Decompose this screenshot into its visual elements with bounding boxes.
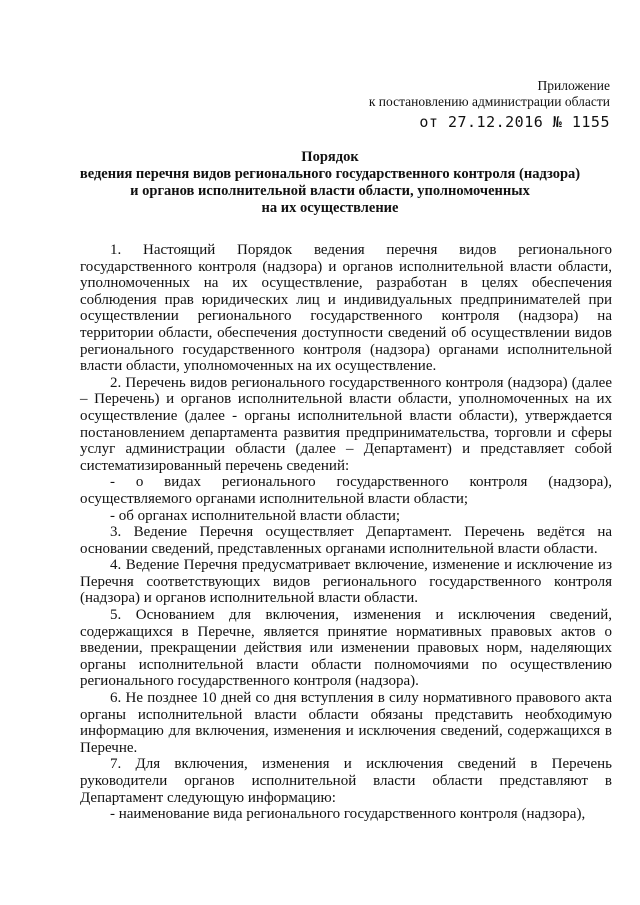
title-line-3: и органов исполнительной власти области, уполномоченных <box>130 183 530 199</box>
appendix-label: Приложение <box>537 78 610 93</box>
appendix-reference: к постановлению администрации области <box>368 94 610 109</box>
resolution-date-number: от 27.12.2016 № 1155 <box>419 113 610 131</box>
document-title <box>60 149 600 217</box>
paragraph-7-item-1: - наименование вида регионального государственного контроля (надзора), <box>110 806 586 823</box>
paragraph-4: 4. Ведение Перечня предусматривает включение, изменение и исключение из Перечня соответствующих видов регионального государственного контроля (надзора) и органов исполнительной власти области. <box>80 557 612 607</box>
paragraph-6: 6. Не позднее 10 дней со дня вступления в силу нормативного правового акта органы исполнительной власти области обязаны представить необходимую информацию для включения, изменения и исключения сведений, содержащихся в Перечне. <box>80 690 612 756</box>
paragraph-2: 2. Перечень видов регионального государственного контроля (надзора) (далее – Перечень) и органов исполнительной власти области, уполномоченных на их осуществление (далее - органы исполнительной власти области), утверждается постановлением департамента развития предпринимательства, торговли и сферы услуг администрации области (далее – Департамент) и представляет собой систематизированный перечень сведений: <box>80 374 612 474</box>
document-body <box>80 242 612 823</box>
paragraph-3: 3. Ведение Перечня осуществляет Департамент. Перечень ведётся на основании сведений, представленных органами исполнительной власти области. <box>80 524 612 557</box>
title-line-2: ведения перечня видов регионального государственного контроля (надзора) <box>79 166 581 182</box>
appendix-block <box>369 78 610 130</box>
paragraph-1: 1. Настоящий Порядок ведения перечня видов регионального государственного контроля (надзора) и органов исполнительной власти области, уполномоченных на их осуществление, разработан в целях обеспечения соблюдения прав юридических лиц и индивидуальных предпринимателей при осуществлении регионального государственного контроля (надзора) на территории области, обеспечения доступности сведений об осуществлении видов регионального государственного контроля (надзора) органами исполнительной власти области, уполномоченных на их осуществление. <box>80 242 612 375</box>
title-line-1: Порядок <box>301 149 359 165</box>
paragraph-2-item-2: - об органах исполнительной власти области; <box>110 507 401 524</box>
paragraph-7: 7. Для включения, изменения и исключения сведений в Перечень руководители органов исполнительной власти области представляют в Департамент следующую информацию: <box>80 756 612 806</box>
title-line-4: на их осуществление <box>261 200 399 216</box>
paragraph-5: 5. Основанием для включения, изменения и исключения сведений, содержащихся в Перечне, является принятие нормативных правовых актов о введении, прекращении действия или изменении правовых норм, наделяющих органы исполнительной власти области полномочиями по осуществлению регионального государственного контроля (надзора). <box>80 607 612 690</box>
paragraph-2-item-1: - о видах регионального государственного контроля (надзора), осуществляемого органами исполнительной власти области; <box>80 474 612 507</box>
